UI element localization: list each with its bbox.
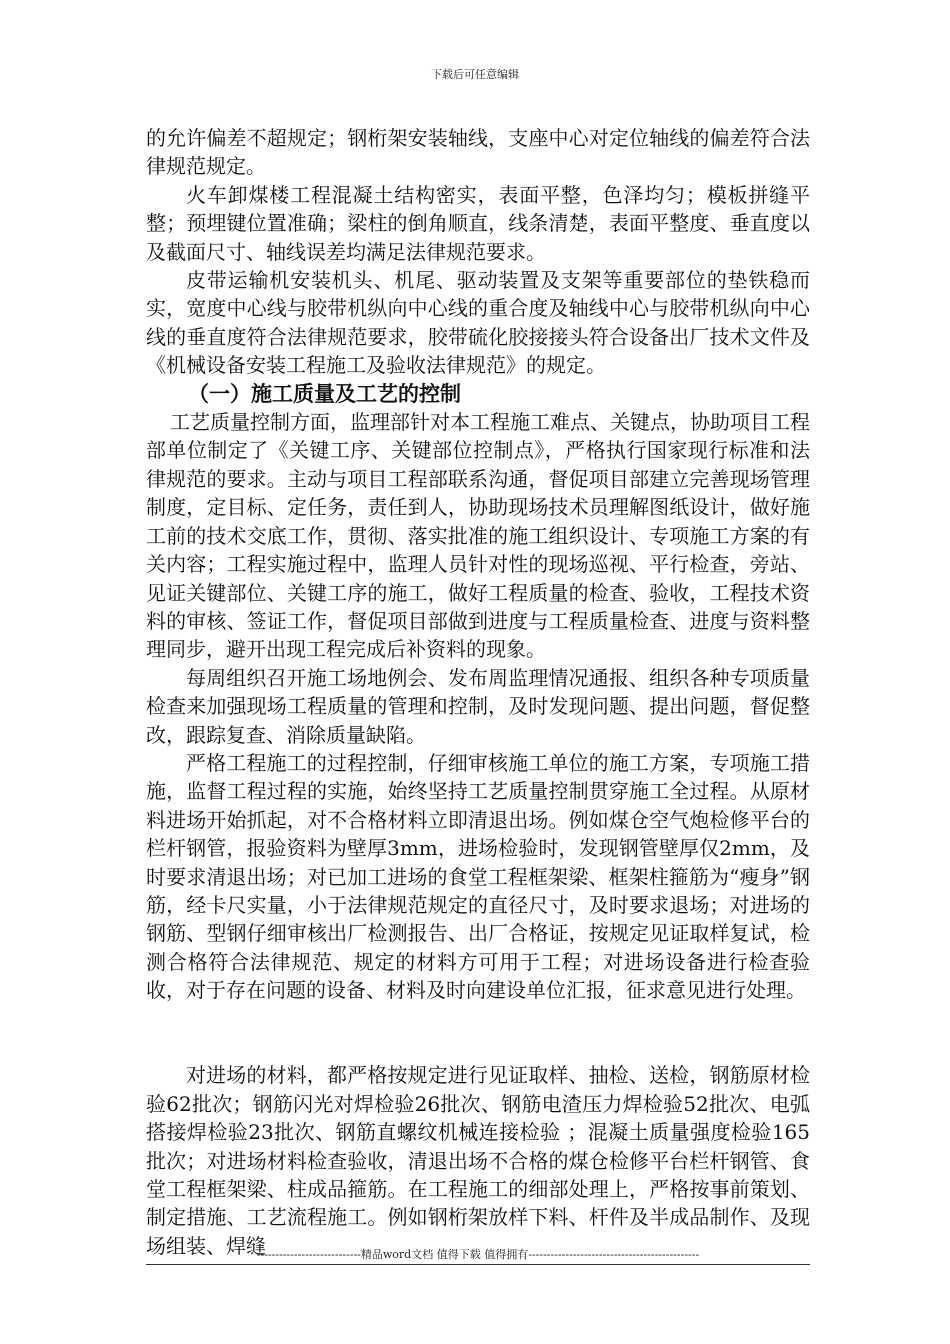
page-header: 下载后可任意编辑 (431, 68, 519, 81)
page-footer: ----------------------------精品word文档 值得下载 值得拥有---------------------------------------------- (256, 1248, 700, 1261)
footer-divider (146, 1264, 810, 1265)
paragraph-belt-conveyor: 皮带运输机安装机头、机尾、驱动装置及支架等重要部位的垫铁稳而实，宽度中心线与胶带机纵向中心线的重合度及轴线中心与胶带机纵向中心线的垂直度符合法律规范要求，胶带硫化胶接接头符合设备出厂技术文件及《机械设备安装工程施工及验收法律规范》的规定。 (146, 268, 810, 378)
paragraph-process-control: 工艺质量控制方面，监理部针对本工程施工难点、关键点，协助项目工程部单位制定了《关键工序、关键部位控制点》，严格执行国家现行标准和法律规范的要求。主动与项目工程部联系沟通，督促项目部建立完善现场管理制度，定目标、定任务，责任到人，协助现场技术员理解图纸设计，做好施工前的技术交底工作，贯彻、落实批准的施工组织设计、专项施工方案的有关内容；工程实施过程中，监理人员针对性的现场巡视、平行检查，旁站、见证关键部位、关键工序的施工，做好工程质量的检查、验收，工程技术资料的审核、签证工作，督促项目部做到进度与工程质量检查、进度与资料整理同步，避开出现工程完成后补资料的现象。 (146, 410, 810, 662)
paragraph-tolerance: 的允许偏差不超规定；钢桁架安装轴线，支座中心对定位轴线的偏差符合法律规范规定。 (146, 126, 810, 179)
document-body (146, 124, 810, 1260)
section-heading: （一）施工质量及工艺的控制 (188, 381, 461, 406)
paragraph-weekly-meeting: 每周组织召开施工场地例会、发布周监理情况通报、组织各种专项质量检查来加强现场工程质量的管理和控制，及时发现问题、提出问题，督促整改，跟踪复查、消除质量缺陷。 (146, 665, 810, 747)
blank-space (146, 1005, 810, 1062)
paragraph-material-inspection: 对进场的材料，都严格按规定进行见证取样、抽检、送检，钢筋原材检验62批次；钢筋闪光对焊检验26批次、钢筋电渣压力焊检验52批次、电弧搭接焊检验23批次、钢筋直螺纹机械连接检验 ；混凝土质量强度检验165批次；对进场材料检查验收，清退出场不合格的煤仓检修平台栏杆钢管、食堂工程框架梁、柱成品箍筋。在工程施工的细部处理上，严格按事前策划、制定措施、工艺流程施工。例如钢桁架放样下料、杆件及半成品制作、及现场组装、焊缝 (146, 1063, 810, 1258)
paragraph-coal-unloading: 火车卸煤楼工程混凝土结构密实，表面平整，色泽均匀；模板拼缝平整；预埋键位置准确；梁柱的倒角顺直，线条清楚，表面平整度、垂直度以及截面尺寸、轴线误差均满足法律规范要求。 (146, 182, 810, 264)
paragraph-process-supervision: 严格工程施工的过程控制，仔细审核施工单位的施工方案，专项施工措施，监督工程过程的实施，始终坚持工艺质量控制贯穿施工全过程。从原材料进场开始抓起，对不合格材料立即清退出场。例如煤仓空气炮检修平台的栏杆钢管，报验资料为壁厚3mm，进场检验时，发现钢管壁厚仅2mm，及时要求清退出场；对已加工进场的食堂工程框架梁、框架柱箍筋为“瘦身”钢筋，经卡尺实量，小于法律规范规定的直径尺寸，及时要求退场；对进场的钢筋、型钢仔细审核出厂检测报告、出厂合格证，按规定见证取样复试，检测合格符合法律规范、规定的材料方可用于工程；对进场设备进行检查验收，对于存在问题的设备、材料及时向建设单位汇报，征求意见进行处理。 (146, 750, 810, 1003)
